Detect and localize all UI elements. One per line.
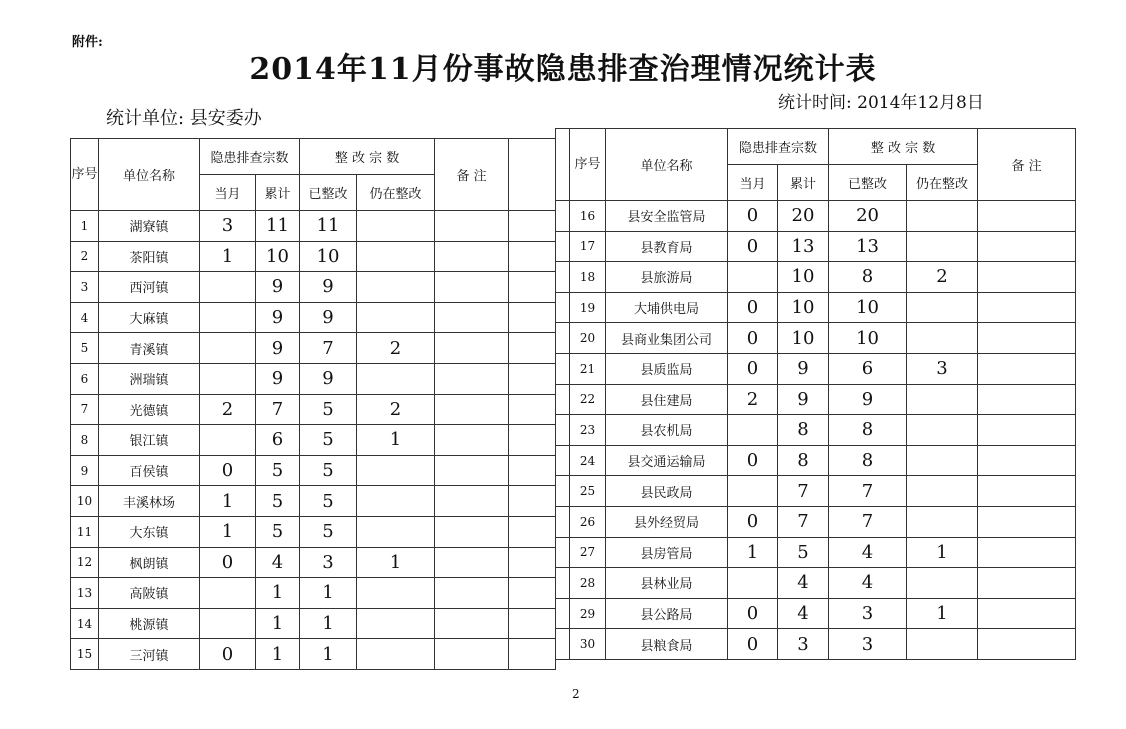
header-investigation: 隐患排查宗数 xyxy=(200,139,300,175)
row-unit-name: 县住建局 xyxy=(606,384,728,415)
row-this-month: 1 xyxy=(200,516,256,547)
table-row xyxy=(556,415,1076,446)
row-cumulative: 4 xyxy=(778,568,829,599)
row-still-rectifying: 1 xyxy=(907,598,978,629)
column-divider xyxy=(556,201,570,232)
column-divider xyxy=(509,139,556,211)
header-unit-name: 单位名称 xyxy=(99,139,200,211)
row-remarks xyxy=(435,516,509,547)
row-rectified: 1 xyxy=(300,608,357,639)
row-cumulative: 4 xyxy=(256,547,300,578)
table-row xyxy=(556,231,1076,262)
row-rectified: 8 xyxy=(829,415,907,446)
row-unit-name: 县外经贸局 xyxy=(606,506,728,537)
column-divider xyxy=(556,506,570,537)
row-this-month xyxy=(200,302,256,333)
row-seq: 25 xyxy=(570,476,606,507)
row-rectified: 8 xyxy=(829,262,907,293)
table-row xyxy=(556,445,1076,476)
header-rectification: 整 改 宗 数 xyxy=(300,139,435,175)
table-row xyxy=(71,425,556,456)
table-row xyxy=(71,486,556,517)
row-unit-name: 高陂镇 xyxy=(99,578,200,609)
row-cumulative: 1 xyxy=(256,639,300,670)
row-still-rectifying: 1 xyxy=(357,547,435,578)
column-divider xyxy=(509,211,556,242)
row-unit-name: 大东镇 xyxy=(99,516,200,547)
column-divider xyxy=(509,394,556,425)
column-divider xyxy=(556,629,570,660)
row-unit-name: 洲瑞镇 xyxy=(99,363,200,394)
row-still-rectifying xyxy=(357,455,435,486)
row-still-rectifying: 2 xyxy=(907,262,978,293)
row-unit-name: 三河镇 xyxy=(99,639,200,670)
row-seq: 18 xyxy=(570,262,606,293)
row-still-rectifying xyxy=(907,292,978,323)
row-this-month: 0 xyxy=(728,231,778,262)
row-remarks xyxy=(435,272,509,303)
table-row xyxy=(556,323,1076,354)
row-remarks xyxy=(978,292,1076,323)
row-this-month: 0 xyxy=(728,598,778,629)
row-unit-name: 县旅游局 xyxy=(606,262,728,293)
row-rectified: 9 xyxy=(300,363,357,394)
table-row xyxy=(71,211,556,242)
table-row xyxy=(71,516,556,547)
column-divider xyxy=(509,639,556,670)
row-this-month: 3 xyxy=(200,211,256,242)
table-row xyxy=(556,506,1076,537)
attachment-label: 附件: xyxy=(72,35,103,50)
table-row xyxy=(71,608,556,639)
row-this-month: 0 xyxy=(728,353,778,384)
row-remarks xyxy=(435,333,509,364)
table-row xyxy=(556,629,1076,660)
row-this-month xyxy=(728,262,778,293)
column-divider xyxy=(509,547,556,578)
row-still-rectifying xyxy=(357,363,435,394)
table-row xyxy=(71,302,556,333)
row-cumulative: 9 xyxy=(778,384,829,415)
row-this-month: 1 xyxy=(200,241,256,272)
row-seq: 4 xyxy=(71,302,99,333)
row-still-rectifying xyxy=(357,241,435,272)
left-table xyxy=(70,138,556,670)
row-cumulative: 10 xyxy=(256,241,300,272)
row-rectified: 1 xyxy=(300,578,357,609)
column-divider xyxy=(556,262,570,293)
table-row xyxy=(71,272,556,303)
row-cumulative: 5 xyxy=(256,516,300,547)
header-cumulative: 累计 xyxy=(256,175,300,211)
column-divider xyxy=(509,302,556,333)
row-this-month xyxy=(200,333,256,364)
header-seq: 序号 xyxy=(570,129,606,201)
row-rectified: 3 xyxy=(829,629,907,660)
row-unit-name: 湖寮镇 xyxy=(99,211,200,242)
row-cumulative: 5 xyxy=(256,486,300,517)
row-rectified: 11 xyxy=(300,211,357,242)
row-remarks xyxy=(978,323,1076,354)
row-remarks xyxy=(435,455,509,486)
header-cumulative: 累计 xyxy=(778,165,829,201)
row-still-rectifying xyxy=(357,211,435,242)
row-cumulative: 9 xyxy=(256,333,300,364)
row-seq: 17 xyxy=(570,231,606,262)
row-rectified: 1 xyxy=(300,639,357,670)
row-remarks xyxy=(978,445,1076,476)
row-seq: 12 xyxy=(71,547,99,578)
row-seq: 23 xyxy=(570,415,606,446)
row-unit-name: 光德镇 xyxy=(99,394,200,425)
row-remarks xyxy=(435,608,509,639)
right-table xyxy=(555,128,1076,660)
row-remarks xyxy=(978,568,1076,599)
row-unit-name: 县交通运输局 xyxy=(606,445,728,476)
row-rectified: 4 xyxy=(829,568,907,599)
row-remarks xyxy=(978,262,1076,293)
page-number: 2 xyxy=(572,687,580,701)
row-remarks xyxy=(978,537,1076,568)
row-seq: 29 xyxy=(570,598,606,629)
row-seq: 9 xyxy=(71,455,99,486)
column-divider xyxy=(556,231,570,262)
row-this-month: 0 xyxy=(728,292,778,323)
row-still-rectifying: 1 xyxy=(357,425,435,456)
stat-unit: 统计单位: 县安委办 xyxy=(106,108,262,129)
row-remarks xyxy=(978,415,1076,446)
row-remarks xyxy=(435,639,509,670)
table-row xyxy=(71,547,556,578)
row-rectified: 6 xyxy=(829,353,907,384)
row-remarks xyxy=(978,629,1076,660)
column-divider xyxy=(556,415,570,446)
row-remarks xyxy=(978,353,1076,384)
column-divider xyxy=(556,568,570,599)
row-still-rectifying xyxy=(357,578,435,609)
row-rectified: 9 xyxy=(829,384,907,415)
header-still-rectifying: 仍在整改 xyxy=(907,165,978,201)
row-unit-name: 县安全监管局 xyxy=(606,201,728,232)
row-this-month: 0 xyxy=(200,455,256,486)
row-remarks xyxy=(435,578,509,609)
column-divider xyxy=(509,516,556,547)
header-seq: 序号 xyxy=(71,139,99,211)
row-rectified: 5 xyxy=(300,455,357,486)
row-still-rectifying xyxy=(907,201,978,232)
row-remarks xyxy=(435,486,509,517)
row-unit-name: 县林业局 xyxy=(606,568,728,599)
row-unit-name: 大埔供电局 xyxy=(606,292,728,323)
row-remarks xyxy=(978,384,1076,415)
row-this-month xyxy=(200,425,256,456)
column-divider xyxy=(556,537,570,568)
row-cumulative: 7 xyxy=(778,476,829,507)
row-this-month: 0 xyxy=(200,547,256,578)
row-rectified: 5 xyxy=(300,394,357,425)
row-this-month: 0 xyxy=(728,323,778,354)
column-divider xyxy=(556,445,570,476)
row-rectified: 3 xyxy=(829,598,907,629)
table-row xyxy=(71,241,556,272)
row-cumulative: 8 xyxy=(778,445,829,476)
row-rectified: 7 xyxy=(829,476,907,507)
row-rectified: 5 xyxy=(300,425,357,456)
column-divider xyxy=(556,598,570,629)
row-still-rectifying xyxy=(357,486,435,517)
row-this-month: 1 xyxy=(200,486,256,517)
row-cumulative: 9 xyxy=(778,353,829,384)
row-cumulative: 8 xyxy=(778,415,829,446)
page-title: 2014年11月份事故隐患排查治理情况统计表 xyxy=(249,52,877,87)
row-still-rectifying xyxy=(907,568,978,599)
row-seq: 7 xyxy=(71,394,99,425)
row-seq: 28 xyxy=(570,568,606,599)
row-this-month xyxy=(200,578,256,609)
row-cumulative: 1 xyxy=(256,578,300,609)
row-unit-name: 县教育局 xyxy=(606,231,728,262)
row-still-rectifying xyxy=(907,415,978,446)
row-rectified: 5 xyxy=(300,516,357,547)
row-remarks xyxy=(435,241,509,272)
row-this-month: 2 xyxy=(200,394,256,425)
row-cumulative: 5 xyxy=(256,455,300,486)
row-rectified: 5 xyxy=(300,486,357,517)
row-unit-name: 青溪镇 xyxy=(99,333,200,364)
table-row xyxy=(556,353,1076,384)
header-this-month: 当月 xyxy=(200,175,256,211)
row-cumulative: 7 xyxy=(256,394,300,425)
row-still-rectifying xyxy=(357,272,435,303)
row-seq: 6 xyxy=(71,363,99,394)
table-row xyxy=(556,292,1076,323)
row-unit-name: 西河镇 xyxy=(99,272,200,303)
header-rectification: 整 改 宗 数 xyxy=(829,129,978,165)
table-row xyxy=(71,363,556,394)
row-seq: 30 xyxy=(570,629,606,660)
row-remarks xyxy=(435,547,509,578)
row-seq: 16 xyxy=(570,201,606,232)
row-this-month: 1 xyxy=(728,537,778,568)
row-cumulative: 5 xyxy=(778,537,829,568)
row-seq: 19 xyxy=(570,292,606,323)
row-still-rectifying xyxy=(907,445,978,476)
table-row xyxy=(71,394,556,425)
row-cumulative: 9 xyxy=(256,302,300,333)
row-unit-name: 县质监局 xyxy=(606,353,728,384)
row-seq: 5 xyxy=(71,333,99,364)
row-seq: 11 xyxy=(71,516,99,547)
row-unit-name: 丰溪林场 xyxy=(99,486,200,517)
row-seq: 27 xyxy=(570,537,606,568)
table-row xyxy=(556,476,1076,507)
column-divider xyxy=(509,272,556,303)
row-this-month: 0 xyxy=(728,506,778,537)
row-remarks xyxy=(435,363,509,394)
row-rectified: 10 xyxy=(829,323,907,354)
row-unit-name: 枫朗镇 xyxy=(99,547,200,578)
row-remarks xyxy=(435,302,509,333)
row-rectified: 8 xyxy=(829,445,907,476)
table-row xyxy=(71,578,556,609)
header-rectified: 已整改 xyxy=(829,165,907,201)
stat-time: 统计时间: 2014年12月8日 xyxy=(778,93,984,113)
column-divider xyxy=(556,292,570,323)
row-remarks xyxy=(978,598,1076,629)
row-still-rectifying: 2 xyxy=(357,333,435,364)
row-still-rectifying xyxy=(907,231,978,262)
row-this-month: 0 xyxy=(728,629,778,660)
column-divider xyxy=(556,323,570,354)
row-unit-name: 银江镇 xyxy=(99,425,200,456)
row-seq: 13 xyxy=(71,578,99,609)
row-rectified: 13 xyxy=(829,231,907,262)
row-this-month xyxy=(728,476,778,507)
row-unit-name: 县民政局 xyxy=(606,476,728,507)
row-still-rectifying: 3 xyxy=(907,353,978,384)
column-divider xyxy=(509,333,556,364)
row-seq: 10 xyxy=(71,486,99,517)
row-cumulative: 9 xyxy=(256,272,300,303)
header-unit-name: 单位名称 xyxy=(606,129,728,201)
table-row xyxy=(556,262,1076,293)
header-investigation: 隐患排查宗数 xyxy=(728,129,829,165)
row-rectified: 4 xyxy=(829,537,907,568)
row-still-rectifying xyxy=(907,323,978,354)
column-divider xyxy=(556,476,570,507)
table-row xyxy=(71,333,556,364)
table-row xyxy=(71,455,556,486)
row-this-month: 0 xyxy=(200,639,256,670)
row-unit-name: 县粮食局 xyxy=(606,629,728,660)
row-seq: 3 xyxy=(71,272,99,303)
row-rectified: 9 xyxy=(300,272,357,303)
column-divider xyxy=(509,363,556,394)
row-cumulative: 10 xyxy=(778,262,829,293)
row-seq: 14 xyxy=(71,608,99,639)
table-row xyxy=(556,537,1076,568)
row-cumulative: 6 xyxy=(256,425,300,456)
table-row xyxy=(556,201,1076,232)
row-cumulative: 4 xyxy=(778,598,829,629)
row-cumulative: 13 xyxy=(778,231,829,262)
column-divider xyxy=(509,608,556,639)
row-unit-name: 茶阳镇 xyxy=(99,241,200,272)
row-rectified: 10 xyxy=(829,292,907,323)
row-still-rectifying: 1 xyxy=(907,537,978,568)
row-this-month: 2 xyxy=(728,384,778,415)
header-remarks: 备 注 xyxy=(978,129,1076,201)
header-this-month: 当月 xyxy=(728,165,778,201)
table-row xyxy=(556,598,1076,629)
row-seq: 20 xyxy=(570,323,606,354)
row-remarks xyxy=(435,425,509,456)
row-still-rectifying xyxy=(907,476,978,507)
row-seq: 1 xyxy=(71,211,99,242)
table-row xyxy=(71,639,556,670)
column-divider xyxy=(556,384,570,415)
table-row xyxy=(556,568,1076,599)
row-this-month: 0 xyxy=(728,445,778,476)
row-still-rectifying xyxy=(357,302,435,333)
column-divider xyxy=(509,455,556,486)
row-cumulative: 10 xyxy=(778,292,829,323)
row-unit-name: 大麻镇 xyxy=(99,302,200,333)
row-cumulative: 1 xyxy=(256,608,300,639)
row-unit-name: 县公路局 xyxy=(606,598,728,629)
row-rectified: 7 xyxy=(300,333,357,364)
row-unit-name: 县房管局 xyxy=(606,537,728,568)
row-still-rectifying xyxy=(357,608,435,639)
row-this-month xyxy=(200,363,256,394)
row-remarks xyxy=(978,476,1076,507)
row-this-month xyxy=(200,272,256,303)
row-rectified: 9 xyxy=(300,302,357,333)
column-divider xyxy=(509,486,556,517)
row-seq: 2 xyxy=(71,241,99,272)
column-divider xyxy=(556,353,570,384)
row-this-month xyxy=(728,568,778,599)
row-rectified: 7 xyxy=(829,506,907,537)
row-rectified: 10 xyxy=(300,241,357,272)
row-rectified: 20 xyxy=(829,201,907,232)
row-still-rectifying xyxy=(357,639,435,670)
row-cumulative: 3 xyxy=(778,629,829,660)
row-remarks xyxy=(435,211,509,242)
row-this-month xyxy=(728,415,778,446)
row-cumulative: 7 xyxy=(778,506,829,537)
header-still-rectifying: 仍在整改 xyxy=(357,175,435,211)
row-seq: 15 xyxy=(71,639,99,670)
row-seq: 21 xyxy=(570,353,606,384)
row-seq: 22 xyxy=(570,384,606,415)
column-divider xyxy=(509,425,556,456)
row-this-month xyxy=(200,608,256,639)
row-unit-name: 县农机局 xyxy=(606,415,728,446)
column-divider xyxy=(556,129,570,201)
row-cumulative: 9 xyxy=(256,363,300,394)
row-remarks xyxy=(435,394,509,425)
row-unit-name: 县商业集团公司 xyxy=(606,323,728,354)
table-row xyxy=(556,384,1076,415)
row-remarks xyxy=(978,231,1076,262)
row-seq: 26 xyxy=(570,506,606,537)
row-remarks xyxy=(978,201,1076,232)
row-still-rectifying xyxy=(907,506,978,537)
row-rectified: 3 xyxy=(300,547,357,578)
column-divider xyxy=(509,578,556,609)
row-seq: 8 xyxy=(71,425,99,456)
row-seq: 24 xyxy=(570,445,606,476)
row-unit-name: 百侯镇 xyxy=(99,455,200,486)
header-rectified: 已整改 xyxy=(300,175,357,211)
header-remarks: 备 注 xyxy=(435,139,509,211)
row-cumulative: 10 xyxy=(778,323,829,354)
row-still-rectifying xyxy=(907,384,978,415)
row-unit-name: 桃源镇 xyxy=(99,608,200,639)
row-this-month: 0 xyxy=(728,201,778,232)
row-still-rectifying: 2 xyxy=(357,394,435,425)
row-still-rectifying xyxy=(357,516,435,547)
row-still-rectifying xyxy=(907,629,978,660)
row-remarks xyxy=(978,506,1076,537)
row-cumulative: 20 xyxy=(778,201,829,232)
column-divider xyxy=(509,241,556,272)
row-cumulative: 11 xyxy=(256,211,300,242)
